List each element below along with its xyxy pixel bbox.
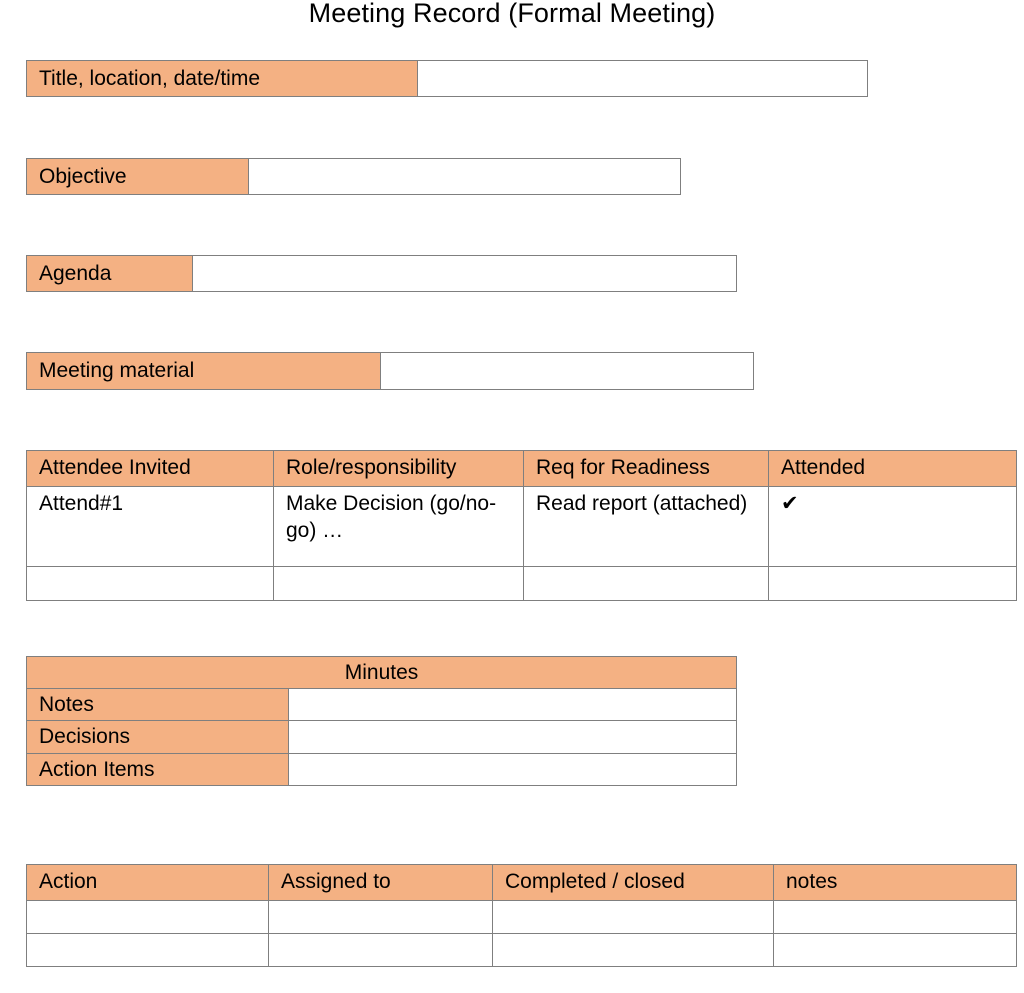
table-row <box>27 566 1017 600</box>
attendee-table-header-role-responsibility: Role/responsibility <box>274 451 524 487</box>
action-cell-completed[interactable] <box>493 900 774 933</box>
field-row-title-location-datetime <box>26 60 868 97</box>
attendee-table-header-req-for-readiness: Req for Readiness <box>524 451 769 487</box>
attendee-cell-name[interactable] <box>27 566 274 600</box>
action-cell-notes[interactable] <box>774 933 1017 966</box>
action-cell-assigned-to[interactable] <box>269 900 493 933</box>
action-cell-completed[interactable] <box>493 933 774 966</box>
attendee-table <box>26 450 1017 601</box>
action-table-header-row <box>27 865 1017 901</box>
table-row <box>27 486 1017 566</box>
attendee-cell-role[interactable]: Make Decision (go/no-go) … <box>274 486 524 566</box>
minutes-value-action-items[interactable] <box>289 753 737 785</box>
table-row <box>27 933 1017 966</box>
action-cell-action[interactable] <box>27 900 269 933</box>
table-row <box>27 689 737 721</box>
minutes-label-notes: Notes <box>27 689 289 721</box>
field-input-objective[interactable] <box>249 158 681 195</box>
field-row-meeting-material <box>26 352 754 390</box>
attendee-cell-attended-check-icon[interactable]: ✔ <box>769 486 1017 566</box>
field-label-objective: Objective <box>26 158 249 195</box>
action-table-header-notes: notes <box>774 865 1017 901</box>
field-label-agenda: Agenda <box>26 255 193 292</box>
attendee-cell-role[interactable] <box>274 566 524 600</box>
attendee-table-header-attended: Attended <box>769 451 1017 487</box>
field-input-title-location-datetime[interactable] <box>418 60 868 97</box>
table-row <box>27 900 1017 933</box>
attendee-table-header-attendee-invited: Attendee Invited <box>27 451 274 487</box>
action-cell-action[interactable] <box>27 933 269 966</box>
page-title: Meeting Record (Formal Meeting) <box>308 0 716 28</box>
field-row-agenda <box>26 255 737 292</box>
field-input-agenda[interactable] <box>193 255 737 292</box>
attendee-cell-readiness[interactable]: Read report (attached) <box>524 486 769 566</box>
minutes-table-title: Minutes <box>27 657 737 689</box>
attendee-table-header-row <box>27 451 1017 487</box>
field-label-title-location-datetime: Title, location, date/time <box>26 60 418 97</box>
attendee-cell-name[interactable]: Attend#1 <box>27 486 274 566</box>
action-table-header-completed-closed: Completed / closed <box>493 865 774 901</box>
minutes-value-notes[interactable] <box>289 689 737 721</box>
minutes-table <box>26 656 737 786</box>
minutes-label-decisions: Decisions <box>27 721 289 753</box>
table-row <box>27 721 737 753</box>
minutes-label-action-items: Action Items <box>27 753 289 785</box>
attendee-cell-attended[interactable] <box>769 566 1017 600</box>
minutes-title-row <box>27 657 737 689</box>
action-table-header-assigned-to: Assigned to <box>269 865 493 901</box>
field-label-meeting-material: Meeting material <box>26 352 381 390</box>
attendee-cell-readiness[interactable] <box>524 566 769 600</box>
minutes-value-decisions[interactable] <box>289 721 737 753</box>
action-table <box>26 864 1017 967</box>
table-row <box>27 753 737 785</box>
action-cell-notes[interactable] <box>774 900 1017 933</box>
field-input-meeting-material[interactable] <box>381 352 754 390</box>
field-row-objective <box>26 158 681 195</box>
action-cell-assigned-to[interactable] <box>269 933 493 966</box>
action-table-header-action: Action <box>27 865 269 901</box>
